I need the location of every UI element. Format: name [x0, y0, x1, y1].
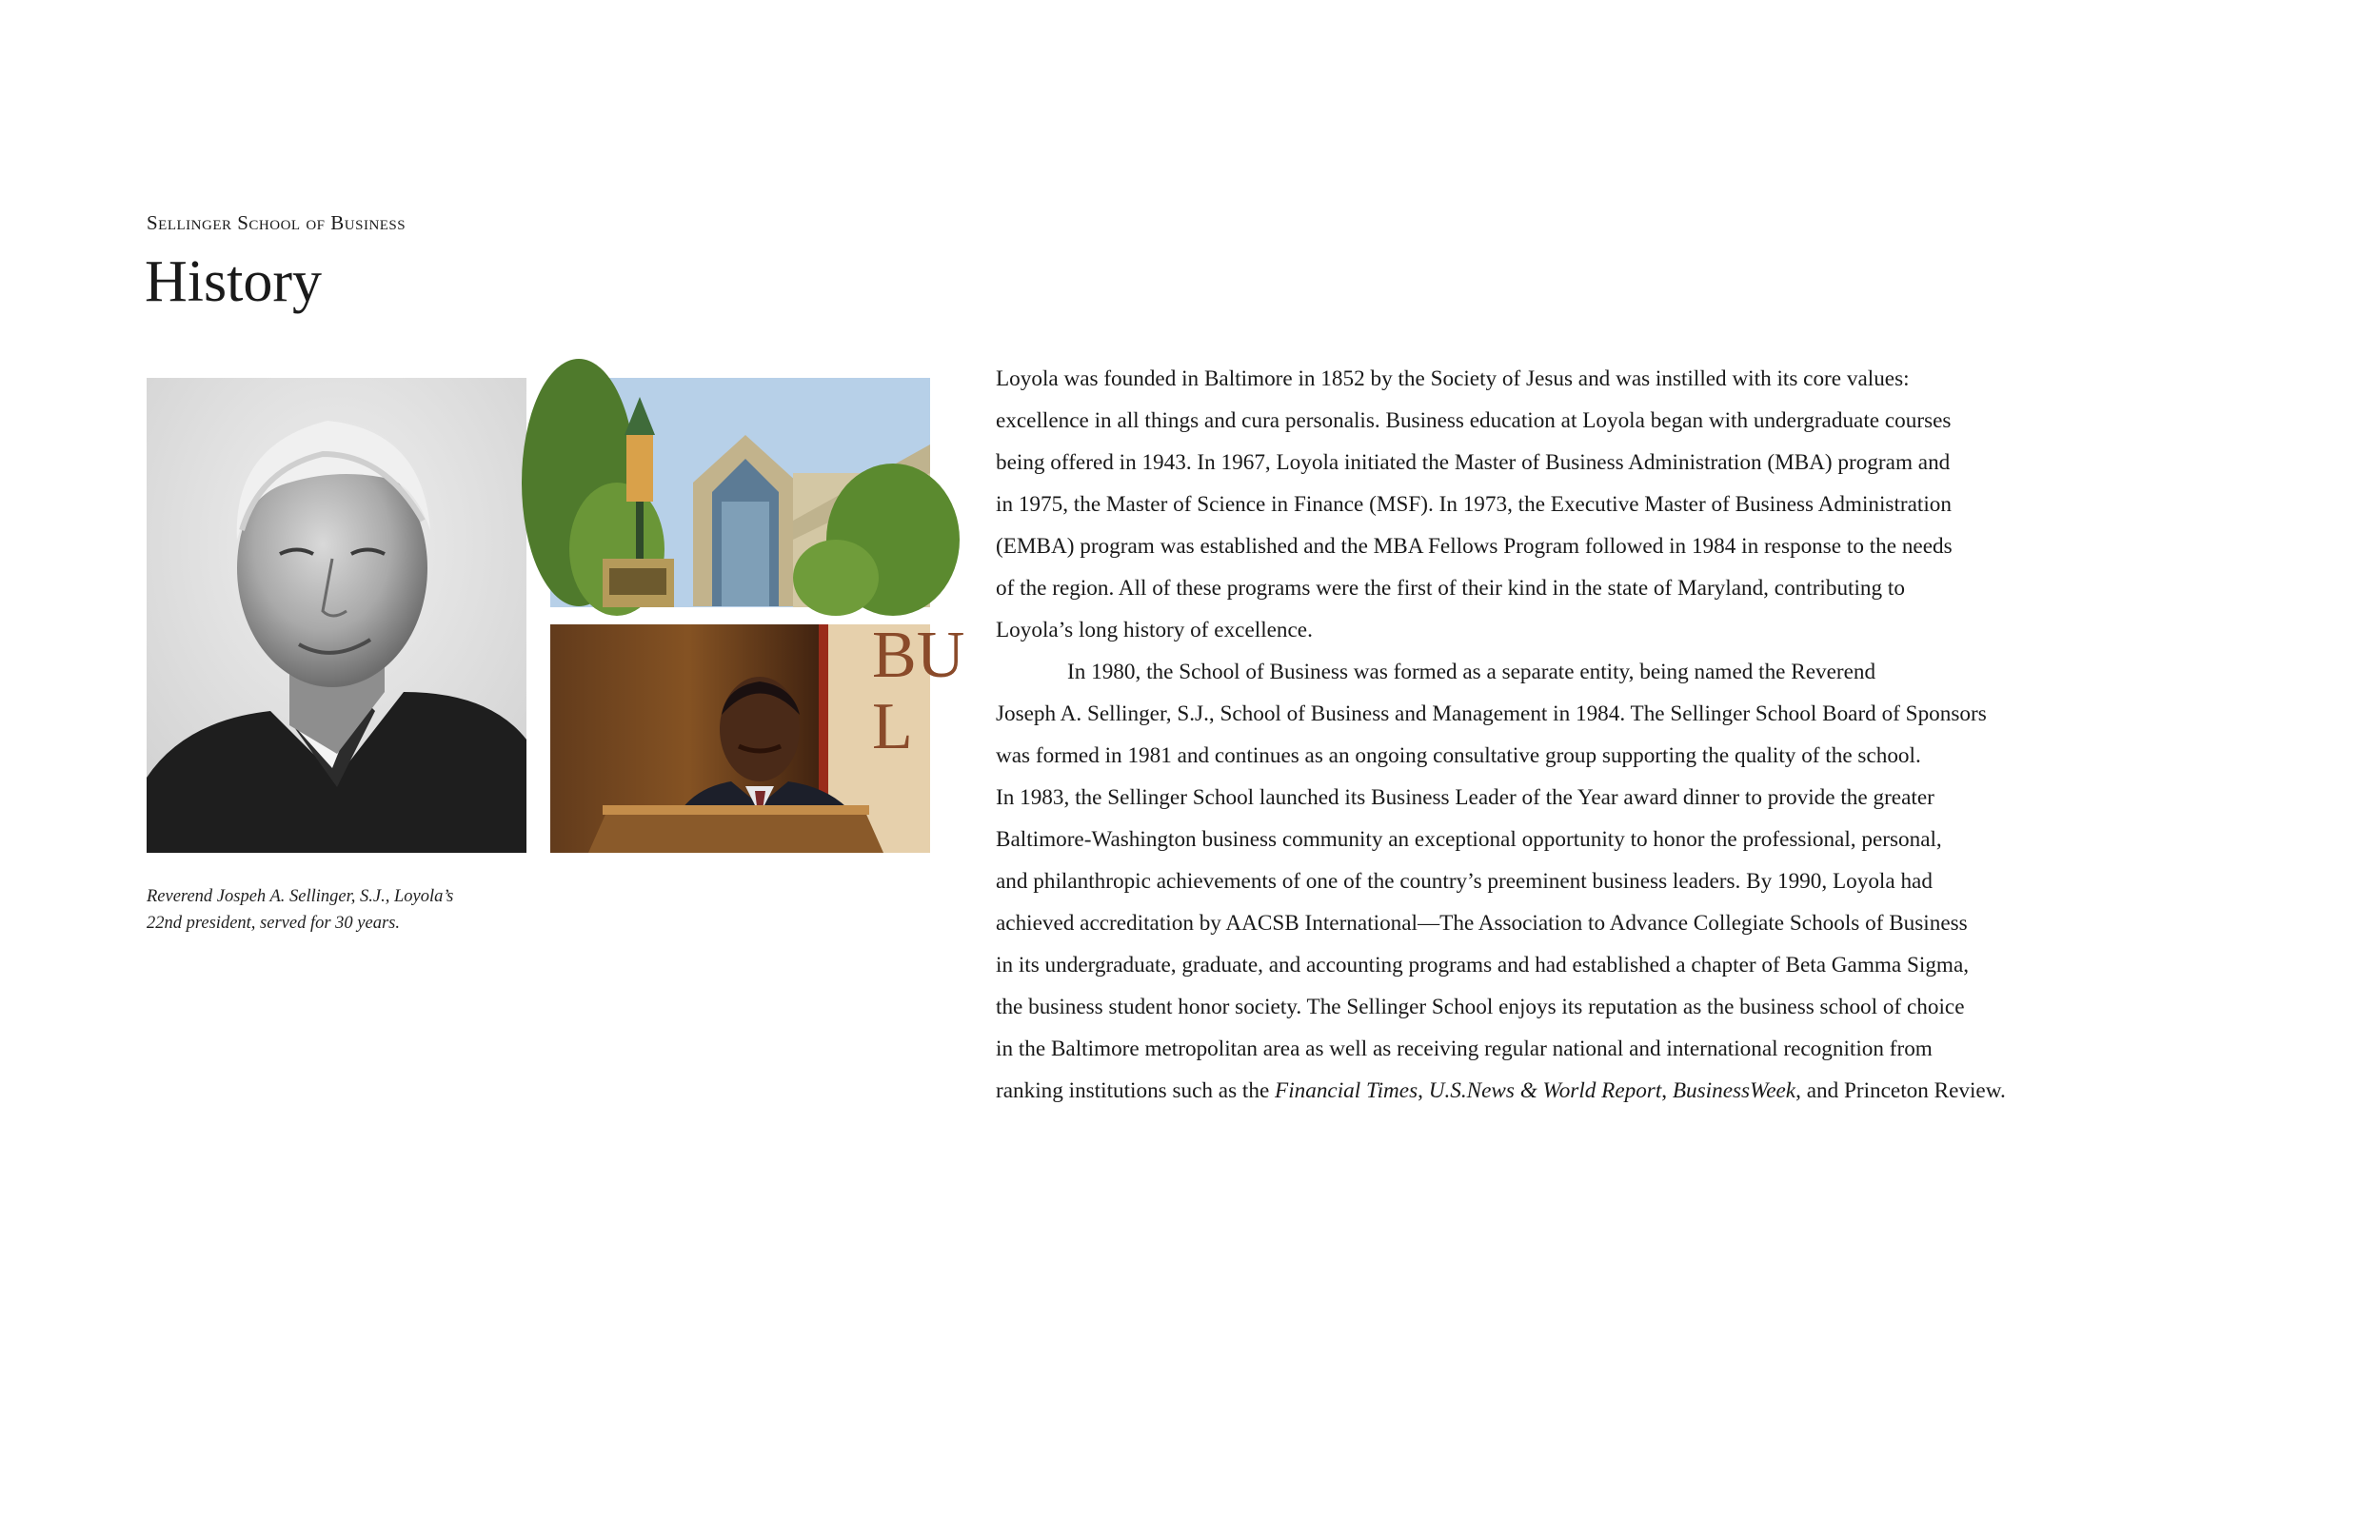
- text-segment: , and Princeton Review.: [1795, 1078, 2006, 1103]
- text-segment: ,: [1418, 1078, 1429, 1103]
- text-line-last: [996, 1070, 2157, 1112]
- backdrop-text-1: BU: [872, 619, 965, 692]
- text-line: Joseph A. Sellinger, S.J., School of Business and Management in 1984. The Sellinger School Board of Sponsors: [996, 701, 1987, 726]
- text-segment: ,: [1661, 1078, 1673, 1103]
- text-line: (EMBA) program was established and the MBA Fellows Program followed in 1984 in response to the needs: [996, 534, 1953, 559]
- section-eyebrow: Sellinger School of Business: [147, 211, 407, 234]
- speaker-at-podium-photo: [550, 619, 965, 853]
- text-line: in its undergraduate, graduate, and accounting programs and had established a chapter of Beta Gamma Sigma,: [996, 953, 1970, 977]
- text-line: was formed in 1981 and continues as an ongoing consultative group supporting the quality of the school.: [996, 743, 1921, 768]
- text-line: Baltimore-Washington business community an exceptional opportunity to honor the professional, personal,: [996, 827, 1942, 852]
- text-line: Loyola was founded in Baltimore in 1852 by the Society of Jesus and was instilled with its core values:: [996, 366, 1910, 391]
- publication-name: U.S.News & World Report: [1428, 1078, 1662, 1103]
- text-line: being offered in 1943. In 1967, Loyola initiated the Master of Business Administration (MBA) program and: [996, 450, 1951, 475]
- portrait-photo: [147, 378, 526, 853]
- caption-line: 22nd president, served for 30 years.: [147, 914, 400, 933]
- history-body-text: [996, 358, 2157, 1112]
- text-line: In 1980, the School of Business was formed as a separate entity, being named the Reverend: [1067, 660, 1876, 684]
- text-line: In 1983, the Sellinger School launched its Business Leader of the Year award dinner to provide the greater: [996, 785, 1934, 810]
- photo-caption: [147, 883, 546, 937]
- paragraph-2: [996, 651, 2157, 1112]
- publication-name: Financial Times: [1275, 1078, 1418, 1103]
- backdrop-text-2: L: [872, 690, 913, 763]
- text-line: of the region. All of these programs were the first of their kind in the state of Maryland, contributing to: [996, 576, 1905, 601]
- caption-line: Reverend Jospeh A. Sellinger, S.J., Loyola’s: [147, 887, 454, 906]
- text-line: and philanthropic achievements of one of the country’s preeminent business leaders. By 1990, Loyola had: [996, 869, 1933, 894]
- text-line: Loyola’s long history of excellence.: [996, 618, 1313, 642]
- text-line: excellence in all things and cura personalis. Business education at Loyola began with undergraduate courses: [996, 408, 1952, 433]
- text-segment: ranking institutions such as the: [996, 1078, 1276, 1103]
- text-line: achieved accreditation by AACSB International—The Association to Advance Collegiate Schools of Business: [996, 911, 1968, 936]
- text-line: the business student honor society. The Sellinger School enjoys its reputation as the business school of choice: [996, 995, 1965, 1019]
- campus-building-photo: [550, 378, 930, 607]
- paragraph-1: [996, 358, 2157, 651]
- page-title: History: [145, 249, 322, 314]
- publication-name: BusinessWeek: [1672, 1078, 1796, 1103]
- text-line: in the Baltimore metropolitan area as well as receiving regular national and international recognition from: [996, 1037, 1933, 1061]
- text-line: in 1975, the Master of Science in Finance (MSF). In 1973, the Executive Master of Business Administration: [996, 492, 1952, 517]
